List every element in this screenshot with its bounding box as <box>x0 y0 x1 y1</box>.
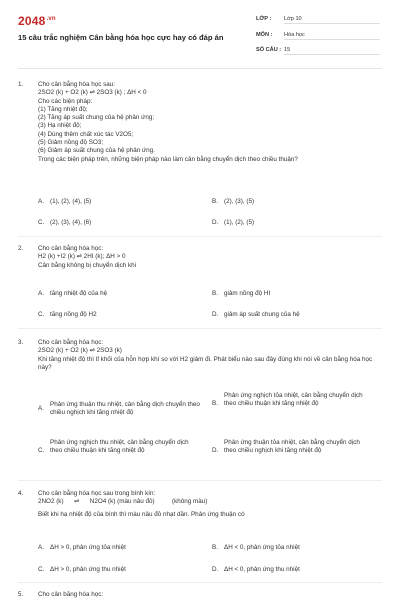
question-line: Cân bằng không bị chuyển dịch khi <box>38 261 137 269</box>
question-number: 2. <box>18 245 24 252</box>
question-1 <box>18 81 382 201</box>
question-line: Cho cân bằng hóa học sau trong bình kín: <box>38 490 156 497</box>
question-line: (4) Dùng thêm chất xúc tác V2O5; <box>38 130 134 138</box>
worksheet-header <box>0 0 400 62</box>
meta-socau-value: 15 <box>284 47 380 55</box>
question-text <box>38 245 382 270</box>
meta-lop-value: Lớp 10 <box>284 16 380 24</box>
question-number: 3. <box>18 339 24 346</box>
question-line: Cho cân bằng hóa học: <box>38 591 104 598</box>
page-title: 15 câu trắc nghiệm Cân bằng hóa học cực hay có đáp án <box>18 33 224 42</box>
question-divider <box>18 480 382 481</box>
question-line: Trong các biện pháp trên, những biện pháp nào làm cân bằng chuyển dịch theo chiều thuận? <box>38 155 298 163</box>
question-line: 2SO2 (k) + O2 (k) ⇌ 2SO3 (k) ; ΔH < 0 <box>38 89 147 97</box>
meta-mon-value: Hóa học <box>284 32 380 40</box>
question-number: 1. <box>18 81 24 88</box>
question-text <box>38 81 382 164</box>
site-logo[interactable]: $2048^{.vn}$ <box>18 14 56 28</box>
question-line: Biết khi hạ nhiệt độ của bình thì màu nâu đỏ nhạt dần. Phản ứng thuận có <box>38 510 245 518</box>
meta-mon-label: MÔN : <box>256 32 273 38</box>
question-line: Khi tăng nhiệt độ thì tỉ khối của hỗn hợp khí so với H2 giảm đi. Phát biểu nào sau đây đúng khi nói về cân bằng hóa học này? <box>38 355 373 371</box>
question-line: 2SO2 (k) + O2 (k) ⇌ 2SO3 (k) <box>38 347 122 355</box>
question-line: Cho các biện pháp: <box>38 97 93 105</box>
question-line: (3) Hạ nhiệt độ; <box>38 122 82 130</box>
question-divider <box>18 236 382 237</box>
question-line: (2) Tăng áp suất chung của hệ phản ứng; <box>38 114 155 122</box>
question-text <box>38 591 382 599</box>
question-line: 2NO2 (k) ⇌ N2O4 (k) (màu nâu đỏ) (không màu) <box>38 498 208 506</box>
meta-lop-label: LỚP : <box>256 16 272 22</box>
question-line: Cho cân bằng hóa học: <box>38 245 104 252</box>
question-5 <box>18 591 382 600</box>
question-line: (6) Giảm áp suất chung của hệ phản ứng. <box>38 147 155 155</box>
meta-socau-label: SỐ CÂU : <box>256 47 282 53</box>
question-line: Cho cân bằng hóa học sau: <box>38 81 116 88</box>
question-divider <box>18 582 382 583</box>
question-4 <box>18 490 382 530</box>
question-text <box>38 339 382 372</box>
question-divider <box>18 328 382 329</box>
question-line: Cho cân bằng hóa học: <box>38 339 104 346</box>
question-text <box>38 490 382 519</box>
question-line: (5) Giảm nồng độ SO3; <box>38 139 104 147</box>
worksheet-page: $2048^{.vn}$ 15 câu trắc nghiệm Cân bằng hóa học cực hay có đáp án LỚP : Lớp 10 MÔN : Hóa học SỐ CÂU : 15 1. Cho cân bằng hóa học sau: 2SO2 (k) + O2 (k) ⇌ 2SO3 (k) ; ΔH < 0 Cho các biện pháp: (1) Tăng nhiệt độ; (2) Tăng áp suất chung của hệ phản ứng; (3) Hạ nhiệt độ; (4) Dùng thêm chất xúc tác V2O5; (5) Giảm nồng độ SO3; (6) Giảm áp suất chung của hệ phản ứng. Trong các biện pháp trên, những biện pháp nào làm cân bằng chuyển dịch theo chiều thuận? A. (1), (2), (4), (5) B. (2), (3), (5) C. (2), (3), (4), (6) D. (1), (2), (5) 2. Cho cân bằng hóa học: H2 (k) +I2 (k) ⇌ 2HI (k); ΔH > 0 Cân bằng không bị chuyển dịch khi A. tăng nhiệt độ của hệ B. giảm nồng độ HI C. tăng nồng độ H2 D. giảm áp suất chung của hệ 3. Cho cân bằng hóa học: 2SO2 (k) + O2 (k) ⇌ 2SO3 (k) Khi tăng nhiệt độ thì tỉ khối của hỗn hợp khí so với H2 giảm đi. Phát biểu nào sau đây đúng khi nói về cân bằng hóa học này? A. Phản ứng thuận thu nhiệt, cân bằng dịch chuyển theo chiều nghịch khi tăng nhiệt độ B. Phản ứng nghịch tỏa nhiệt, cân bằng chuyển dịch theo chiều thuận khi tăng nhiệt độ C. Phản ứng nghịch thu nhiệt, cân bằng chuyển dịch theo chiều thuận khi tăng nhiệt độ D. Phản ứng thuận tỏa nhiệt, cân bằng chuyển dịch theo chiều nghịch khi tăng nhiệt độ 4. Cho cân bằng hóa học sau trong bình kín: 2NO2 (k) ⇌ N2O4 (k) (màu nâu đỏ) (không màu) Biết khi hạ nhiệt độ của bình thì màu nâu đỏ nhạt dần. Phản ứng thuận có A. ΔH > 0, phản ứng tỏa nhiệt B. ΔH < 0, phản ứng tỏa nhiệt C. ΔH > 0, phản ứng thu nhiệt D. ΔH < 0, phản ứng thu nhiệt 5. Cho cân bằng hóa học: <box>0 0 400 600</box>
question-3 <box>18 339 382 389</box>
question-number: 5. <box>18 591 24 598</box>
question-line: H2 (k) +I2 (k) ⇌ 2HI (k); ΔH > 0 <box>38 253 126 261</box>
header-divider <box>18 68 382 69</box>
question-2 <box>18 245 382 275</box>
question-number: 4. <box>18 490 24 497</box>
question-line: (1) Tăng nhiệt độ; <box>38 105 88 113</box>
